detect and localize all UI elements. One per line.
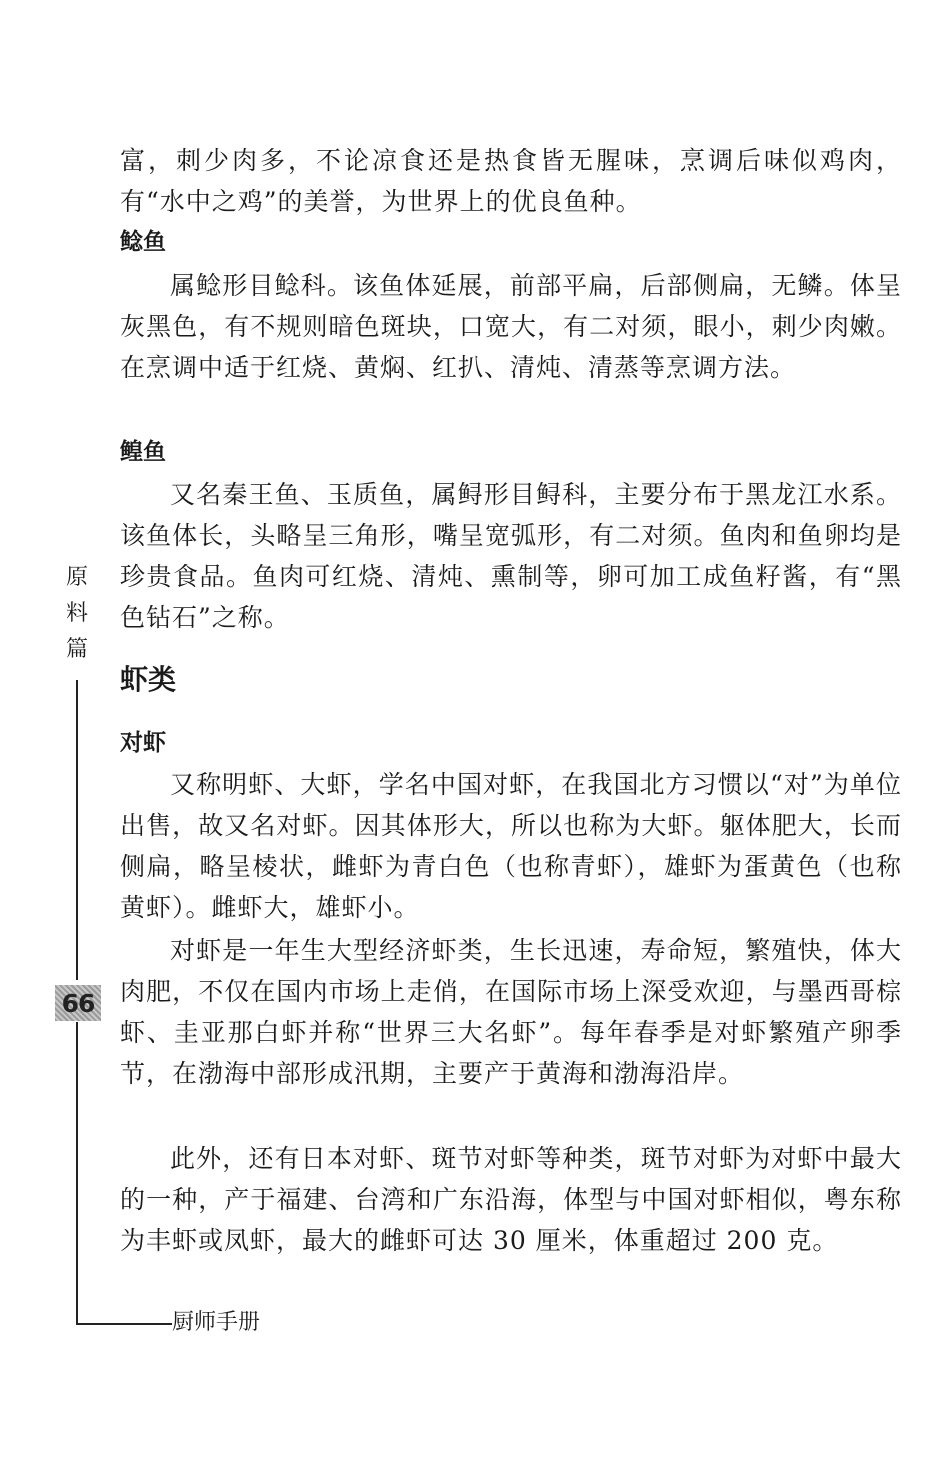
subheading-huangyu: 鳇鱼 [120, 439, 166, 465]
page-number-badge [55, 985, 101, 1021]
paragraph-duixia-1: 又称明虾、大虾，学名中国对虾，在我国北方习惯以“对”为单位出售，故又名对虾。因其体形大，所以也称为大虾。躯体肥大，长而侧扁，略呈棱状，雌虾为青白色（也称青虾），雄虾为蛋黄色（也称黄虾）。雌虾大，雄虾小。 [120, 770, 902, 922]
margin-rule-lower [76, 1022, 78, 1324]
subheading-duixia: 对虾 [120, 730, 166, 756]
page-number: 66 [61, 988, 95, 1018]
book-title-footer: 厨师手册 [172, 1310, 261, 1335]
margin-rule-upper [76, 680, 78, 980]
footer-rule [76, 1323, 172, 1325]
subheading-lunyu: 鲶鱼 [120, 229, 166, 255]
section-heading-shrimp: 虾类 [120, 663, 177, 696]
paragraph-duixia-2: 对虾是一年生大型经济虾类，生长迅速，寿命短，繁殖快，体大肉肥，不仅在国内市场上走俏，在国际市场上深受欢迎，与墨西哥棕虾、圭亚那白虾并称“世界三大名虾”。每年春季是对虾繁殖产卵季节，在渤海中部形成汛期，主要产于黄海和渤海沿岸。 [120, 936, 902, 1088]
paragraph-huangyu: 又名秦王鱼、玉质鱼，属鲟形目鲟科，主要分布于黑龙江水系。该鱼体长，头略呈三角形，嘴呈宽弧形，有二对须。鱼肉和鱼卵均是珍贵食品。鱼肉可红烧、清炖、熏制等，卵可加工成鱼籽酱，有“黑色钻石”之称。 [120, 480, 902, 632]
paragraph-intro-continued: 富，刺少肉多，不论凉食还是热食皆无腥味，烹调后味似鸡肉，有“水中之鸡”的美誉，为世界上的优良鱼种。 [120, 146, 902, 216]
paragraph-duixia-3: 此外，还有日本对虾、斑节对虾等种类，斑节对虾为对虾中最大的一种，产于福建、台湾和广东沿海，体型与中国对虾相似，粤东称为丰虾或凤虾，最大的雌虾可达 30 厘米，体重超过 200 克。 [120, 1144, 902, 1255]
side-section-label: 原料篇 [65, 565, 88, 662]
paragraph-lunyu: 属鲶形目鲶科。该鱼体延展，前部平扁，后部侧扁，无鳞。体呈灰黑色，有不规则暗色斑块，口宽大，有二对须，眼小，刺少肉嫩。在烹调中适于红烧、黄焖、红扒、清炖、清蒸等烹调方法。 [120, 271, 902, 382]
